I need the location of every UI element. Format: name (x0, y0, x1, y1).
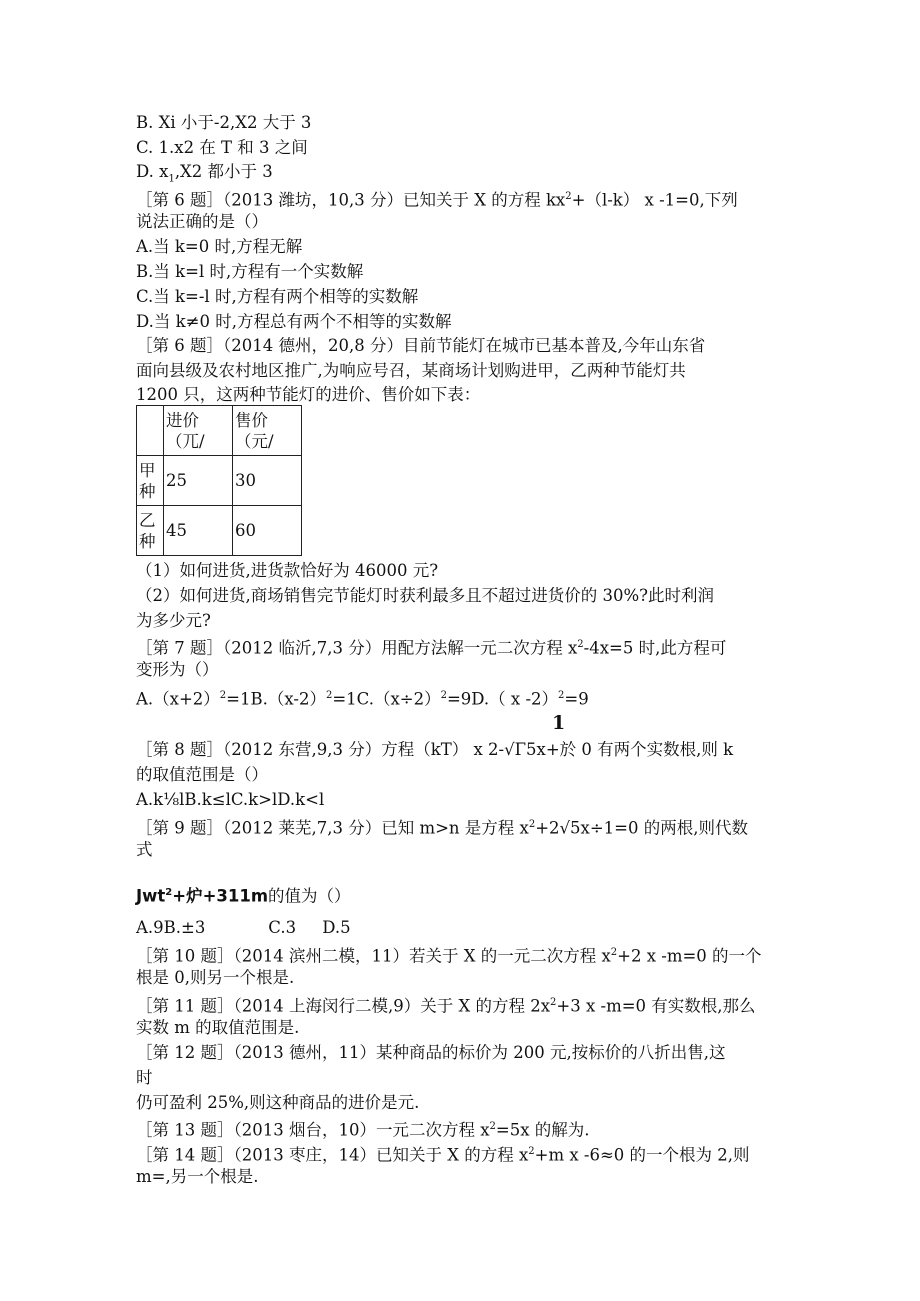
problem-9-title: ［第 9 题］（2012 莱芜,7,3 分）已知 m>n 是方程 $x^2+2√5x\div 1=0$ 的两根,则代数 (136, 818, 748, 838)
table-header-row (137, 406, 302, 456)
cost-cell: 45 (164, 506, 233, 556)
problem-6a-question: 说法正确的是（） (136, 212, 268, 231)
problem-6a-option-b: B.当 k=l 时,方程有一个实数解 (136, 262, 364, 281)
problem-7-options: $A.(x+2)^2=1B.(x-2)^2=1C.(x\div 2)^2=9D$.（ x -2）$^2$=9 (136, 689, 589, 709)
option-d-line: D. $x_1,X2$ 都小于 3 (136, 162, 273, 185)
problem-10-title: ［第 10 题］（2014 滨州二模，11）若关于 X 的一元二次方程 $x^2+2$ x -m=0 的一个 (136, 946, 762, 966)
subquestion-1: （1）如何进货,进货款恰好为 46000 元? (136, 561, 439, 580)
cost-header-cell: 进价 （兀/ (164, 406, 233, 456)
problem-6b-line2: 面向县级及农村地区推广,为响应号召，某商场计划购进甲，乙两种节能灯共 (136, 361, 686, 380)
row-label-cell: 甲 种 (137, 456, 164, 506)
option-b-line: B. Xi 小于-2,X2 大于 3 (136, 113, 312, 132)
problem-12-title: ［第 12 题］（2013 德州，11）某种商品的标价为 200 元,按标价的八折出售,这 (136, 1043, 726, 1062)
problem-6a-option-c: C.当 k=-l 时,方程有两个相等的实数解 (136, 287, 419, 306)
problem-6a-option-a: A.当 k=0 时,方程无解 (136, 237, 303, 256)
problem-7-question: 变形为（） (136, 660, 219, 679)
page-number: 1 (552, 712, 566, 734)
subquestion-2: （2）如何进货,商场销售完节能灯时获利最多且不超过进货价的 30%?此时利润 (136, 586, 715, 605)
subquestion-2-cont: 为多少元? (136, 611, 211, 630)
table-row (137, 456, 302, 506)
problem-9-expression: Jwt$^2$+炉+311m的值为（） (136, 886, 351, 906)
problem-6a-title: ［第 6 题］（2013 潍坊，10,3 分）已知关于 X 的方程 $kx^2+(l-k)$ x -1=0,下列 (136, 190, 738, 210)
problem-8-title: ［第 8 题］（2012 东营,9,3 分）方程（kT） x 2-√Γ5x+於 0 有两个实数根,则 k (136, 740, 734, 759)
problem-10-cont: 根是 0,则另一个根是. (136, 968, 295, 987)
price-table (136, 405, 302, 556)
row-label-cell: 乙 种 (137, 506, 164, 556)
problem-13-title: ［第 13 题］（2013 烟台，10）一元二次方程 $x^2=5x$ 的解为. (136, 1120, 590, 1140)
option-c-line: C. 1.x2 在 T 和 3 之间 (136, 138, 308, 157)
problem-6b-line3: 1200 只，这两种节能灯的进价、售价如下表： (136, 385, 481, 404)
problem-12-cont: 时 (136, 1068, 153, 1087)
cost-cell: 25 (164, 456, 233, 506)
problem-6a-option-d: D.当 k≠0 时,方程总有两个不相等的实数解 (136, 312, 452, 331)
price-cell: 30 (233, 456, 302, 506)
price-header-cell: 售价 （元/ (233, 406, 302, 456)
problem-14-title: ［第 14 题］（2013 枣庄，14）已知关于 X 的方程 $x^2+m$ x -6≈0 的一个根为 2,则 (136, 1145, 750, 1165)
problem-14-cont: m=,另一个根是. (136, 1167, 259, 1186)
table-row (137, 506, 302, 556)
price-cell: 60 (233, 506, 302, 556)
problem-12-cont2: 仍可盈利 25%,则这种商品的进价是元. (136, 1093, 420, 1112)
problem-11-title: ［第 11 题］（2014 上海闵行二模,9）关于 X 的方程 $2x^2+3$ x -m=0 有实数根,那么 (136, 996, 756, 1016)
problem-6b-title: ［第 6 题］（2014 德州，20,8 分）目前节能灯在城市已基本普及,今年山东省 (136, 336, 706, 355)
problem-8-question: 的取值范围是（） (136, 765, 268, 784)
table-corner-cell (137, 406, 164, 456)
problem-9-options: A.9B.±3 C.3 D.5 (136, 918, 351, 937)
problem-11-cont: 实数 m 的取值范围是. (136, 1018, 300, 1037)
problem-8-options: A.k⅛lB.k≤lC.k>lD.k<l (136, 790, 325, 809)
problem-7-title: ［第 7 题］（2012 临沂,7,3 分）用配方法解一元二次方程 $x^2-4x=5$ 时,此方程可 (136, 638, 727, 658)
problem-9-title-cont: 式 (136, 840, 153, 859)
